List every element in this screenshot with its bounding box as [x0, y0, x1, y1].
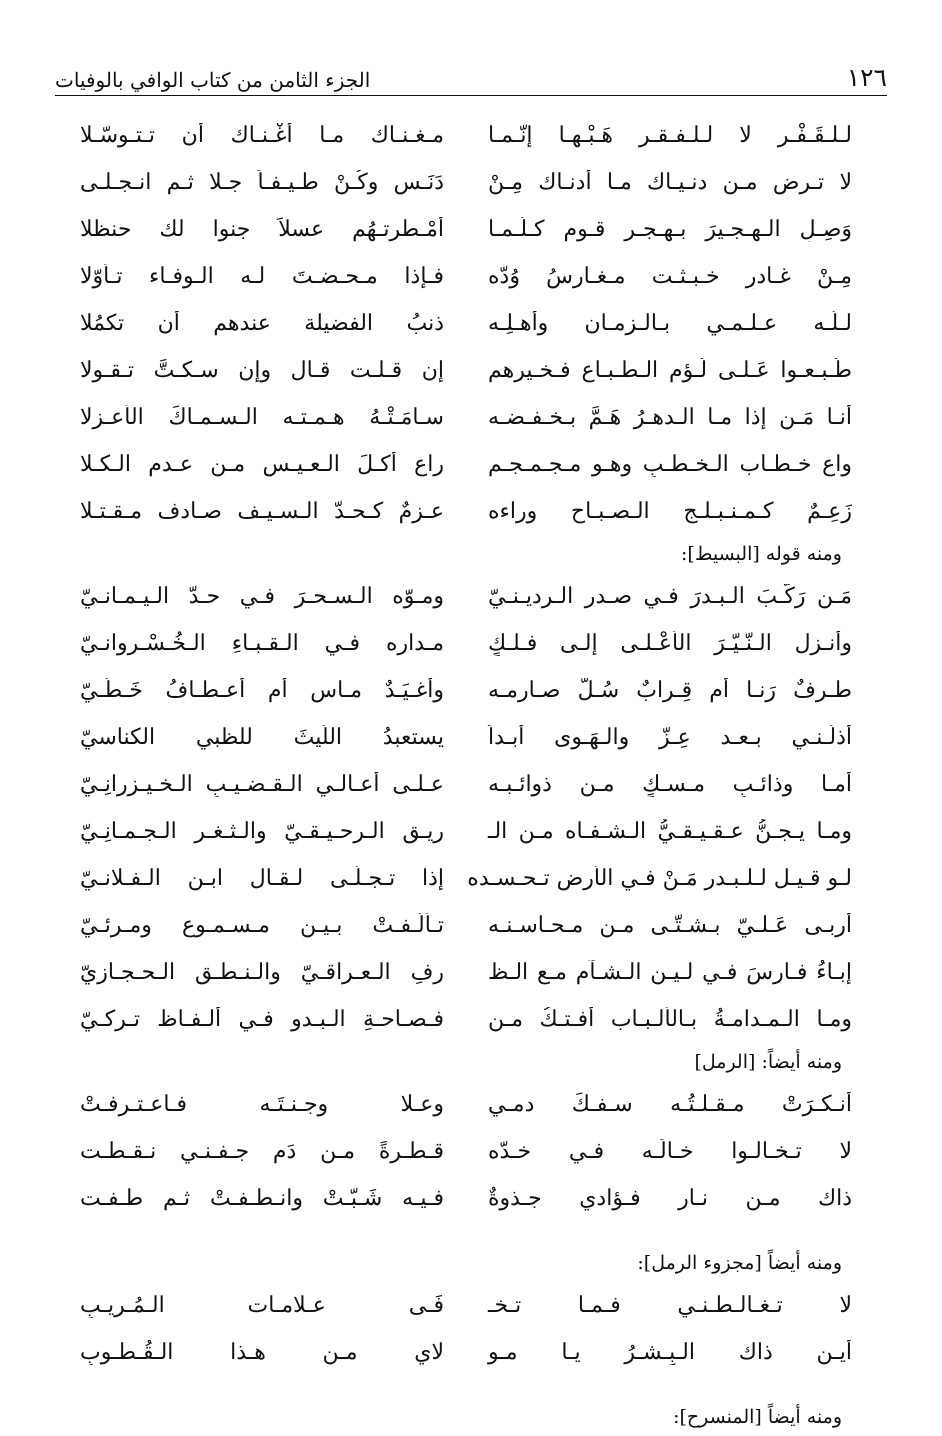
second-hemistich: يستعبدُ اللّيثَ للظبي الكناسيّ [80, 725, 444, 750]
first-hemistich: لا تـرض مـن دنـيـاك مـا أدنـاك مِـنْ [488, 170, 852, 195]
first-hemistich: زَعِـمٌ كـمـنـبـلـج الـصـبـاحِ وراءه [488, 499, 852, 524]
second-hemistich: فَـى عـلامـات الـمُـريـبِ [80, 1293, 444, 1318]
poem-content [80, 112, 852, 1436]
second-hemistich: تـألّـفـتْ بـيـن مـسـمـوعٍ ومـرئـيّ [80, 913, 444, 938]
section-intro: ومنه أيضاً: [الرمل] [694, 1051, 842, 1073]
verse-couplet [80, 855, 852, 902]
verse-couplet [80, 808, 852, 855]
header-rule [55, 95, 887, 96]
second-hemistich: راعٍ أكـلَ الـعـيـس مـن عـدم الـكـلا [80, 452, 444, 477]
second-hemistich: دَنَـسٍ وكُـنْ طـيـفـاً جـلا ثـم انـجـلـى [80, 170, 444, 195]
page-header [55, 52, 887, 92]
second-hemistich: وأغـيَـدٌ مـاس أم أعـطـافُ خَـطّـيّ [80, 678, 444, 703]
verse-couplet [80, 347, 852, 394]
first-hemistich: طـرفٌ رَنـا أم قِـرابٌ سُـلّ صـارمـه [488, 678, 852, 703]
verse-couplet [80, 1175, 852, 1222]
first-hemistich: ومـا يـجـنُّ عـقـيـقـيُّ الـشـفـاه مـن الـ [488, 819, 852, 844]
section-intro: ومنه أيضاً [مجزوء الرمل]: [637, 1252, 842, 1274]
first-hemistich: وأنـزل الـنّـيّـرَ الأعْـلـى إلـى فـلـكٍ [488, 631, 852, 656]
first-hemistich: لـو قـيـل لـلـبـدر مَـنْ فـي الأرض تـحـسـده [467, 866, 852, 891]
verse-couplet [80, 902, 852, 949]
first-hemistich: لا تـغـالـطـنـي فـمـا تـخـ [488, 1293, 852, 1318]
second-hemistich: إذا تـجـلّـى لـقـال ابـن الـفـلانـيّ [80, 866, 444, 891]
first-hemistich: واعِ خـطـاب الـخـطـبِ وهـو مـجـمـجـم [488, 452, 852, 477]
first-hemistich: مِـنْ غـادرٍ خـبـثـت مـغـارسُ وُدّه [488, 264, 852, 289]
running-title: الجزء الثامن من كتاب الوافي بالوفيات [55, 68, 371, 92]
verse-couplet [80, 1329, 852, 1376]
second-hemistich: ذنبُ الفضيلة عندهم أن تكمُلا [80, 311, 444, 336]
page-number: ١٢٦ [846, 63, 887, 92]
first-hemistich: أذلّـنـي بـعـد عِـزّ والـهَـوى أبـداً [488, 725, 852, 750]
first-hemistich: ذاك مـن نـارِ فـؤادي جـذوةٌ [488, 1186, 852, 1211]
second-hemistich: عـزمٌ كـحـدّ الـسـيـف صـادف مـقـتـلا [80, 499, 444, 524]
section-intro: ومنه أيضاً [المنسرح]: [673, 1406, 842, 1428]
verse-couplet [80, 488, 852, 535]
second-hemistich: فـإذا مـحـضـتَ لـه الـوفـاء تـأوّلا [80, 264, 444, 289]
second-hemistich: إن قـلـت قـال وإن سـكـتَّ تـقـولا [80, 358, 444, 383]
verse-couplet [80, 394, 852, 441]
first-hemistich: ومـا الـمـدامـةُ بـالألـبـاب أفـتـكُ مـن [488, 1007, 852, 1032]
second-hemistich: رفِ الـعـراقـيّ والـنـطـقِ الـحـجـازيّ [80, 960, 444, 985]
second-hemistich: فـصـاحـةِ الـبـدو فـي ألـفـاظ تـركـيّ [80, 1007, 444, 1032]
second-hemistich: لاي مـن هـذا الـقُـطـوبِ [80, 1340, 444, 1365]
first-hemistich: طُـبـعـوا عَـلـى لُـؤم الـطـبـاع فـخـيرهم [488, 358, 852, 383]
first-hemistich: لـلـقَـفْـرِ لا لـلـفـقـر هَـبْـهـا إنّـمـا [488, 123, 852, 148]
verse-couplet [80, 996, 852, 1043]
section-gap [80, 1222, 852, 1244]
first-hemistich: أنـكـرَتْ مـقـلـتُـه سـفـكَ دمـي [488, 1092, 852, 1117]
first-hemistich: أربـى عَـلـيّ بـشـتّـى مـن مـحـاسـنـه [488, 913, 852, 938]
second-hemistich: ومـوّه الـسـحـرَ فـي حـدّ الـيـمـانـيّ [80, 584, 444, 609]
verse-couplet [80, 300, 852, 347]
second-hemistich: عـلـى أعـالـي الـقـضـيـبِ الـخـيـزرانِـيّ [80, 772, 444, 797]
verse-couplet [80, 1128, 852, 1175]
second-hemistich: مـغـنـاك مـا أغْـنـاك أن تـتـوسّـلا [80, 123, 444, 148]
verse-couplet [80, 441, 852, 488]
verse-couplet [80, 159, 852, 206]
first-hemistich: وَصِـلِ الـهـجـيرَ بـهـجـر قـوم كـلّـمـا [488, 217, 852, 242]
second-hemistich: مـداره فـي الـقـبـاءِ الـخُـسْـروانـيّ [80, 631, 444, 656]
second-hemistich: أمْـطرتـهُم عسلاً جنوا لك حنظلا [80, 217, 444, 242]
verse-couplet [80, 112, 852, 159]
first-hemistich: مَـن رَكّـبَ الـبـدرَ فـي صـدرِ الـرديـنـيّ [488, 584, 852, 609]
verse-couplet [80, 1081, 852, 1128]
section-intro: ومنه قوله [البسيط]: [681, 543, 842, 565]
first-hemistich: أمـا وذائـبِ مـسـكٍ مـن ذوائـبـه [488, 772, 852, 797]
section-gap [80, 1376, 852, 1398]
verse-couplet [80, 573, 852, 620]
second-hemistich: وعـلا وجـنـتَـه فـاعـتـرفـتْ [80, 1092, 444, 1117]
verse-couplet [80, 1282, 852, 1329]
first-hemistich: إبـاءُ فـارسَ فـي لـيـن الـشـآم مـع الـظ [488, 960, 852, 985]
verse-couplet [80, 206, 852, 253]
verse-couplet [80, 620, 852, 667]
second-hemistich: فـيـه شَـبّـتْ وانـطـفـتْ ثـم طـفـت [80, 1186, 444, 1211]
verse-couplet [80, 714, 852, 761]
first-hemistich: أيـن ذاك الـبِـشـرُ يـا مـو [488, 1340, 852, 1365]
verse-couplet [80, 667, 852, 714]
second-hemistich: ريـق الـرحـيـقـيّ والـثـغـرِ الـجـمـانِـيّ [80, 819, 444, 844]
verse-couplet [80, 761, 852, 808]
first-hemistich: أنـا مَـن إذا مـا الـدهـرُ هَـمَّ بـخـفـضـه [488, 405, 852, 430]
verse-couplet [80, 949, 852, 996]
first-hemistich: لا تـخـالـوا خـالَـه فـي خـدّه [488, 1139, 852, 1164]
second-hemistich: قـطـرةً مـن دَمِ جـفـنـي نـقـطـت [80, 1139, 444, 1164]
first-hemistich: لـلّـه عـلـمـي بـالـزمـان وأهـلِـه [488, 311, 852, 336]
verse-couplet [80, 253, 852, 300]
second-hemistich: سـامَـتْـهُ هـمـتـه الـسـمـاكَ الأعـزلا [80, 405, 444, 430]
